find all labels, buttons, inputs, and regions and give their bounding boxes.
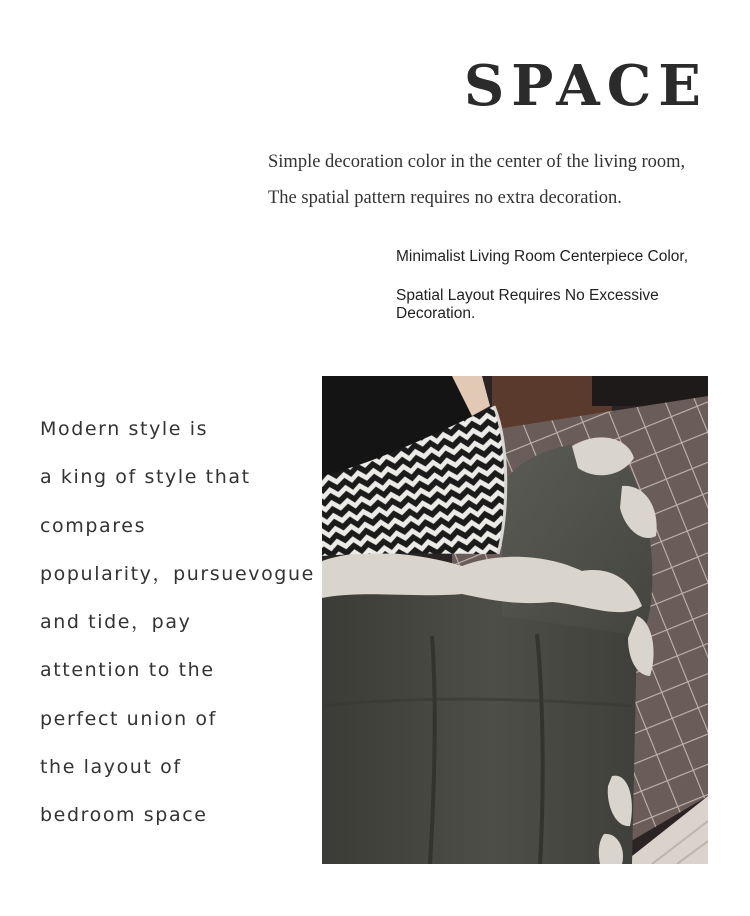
sans-line-3: Decoration.: [396, 305, 476, 322]
serif-line-2: The spatial pattern requires no extra decoration.: [268, 188, 622, 208]
serif-line-1: Simple decoration color in the center of the living room,: [268, 152, 686, 172]
page-title: SPACE: [463, 53, 708, 119]
description-line: compares: [40, 514, 147, 537]
sans-intro: [396, 248, 736, 323]
description-line: attention to the: [40, 659, 215, 682]
sans-line-2: Spatial Layout Requires No Excessive: [396, 287, 659, 304]
serif-intro: [268, 144, 738, 216]
description-line: Modern style is: [40, 418, 209, 440]
description-line: a king of style that: [40, 466, 251, 489]
description-line: and tide，pay: [40, 611, 192, 634]
sofa-illustration: [322, 376, 708, 864]
description-line: popularity，pursuevogue: [40, 562, 315, 585]
sans-line-1: Minimalist Living Room Centerpiece Color,: [396, 248, 689, 265]
style-description: [40, 405, 315, 840]
sofa-photo: [322, 376, 708, 864]
description-line: bedroom space: [40, 804, 208, 827]
description-line: perfect union of: [40, 707, 217, 730]
description-line: the layout of: [40, 756, 182, 779]
